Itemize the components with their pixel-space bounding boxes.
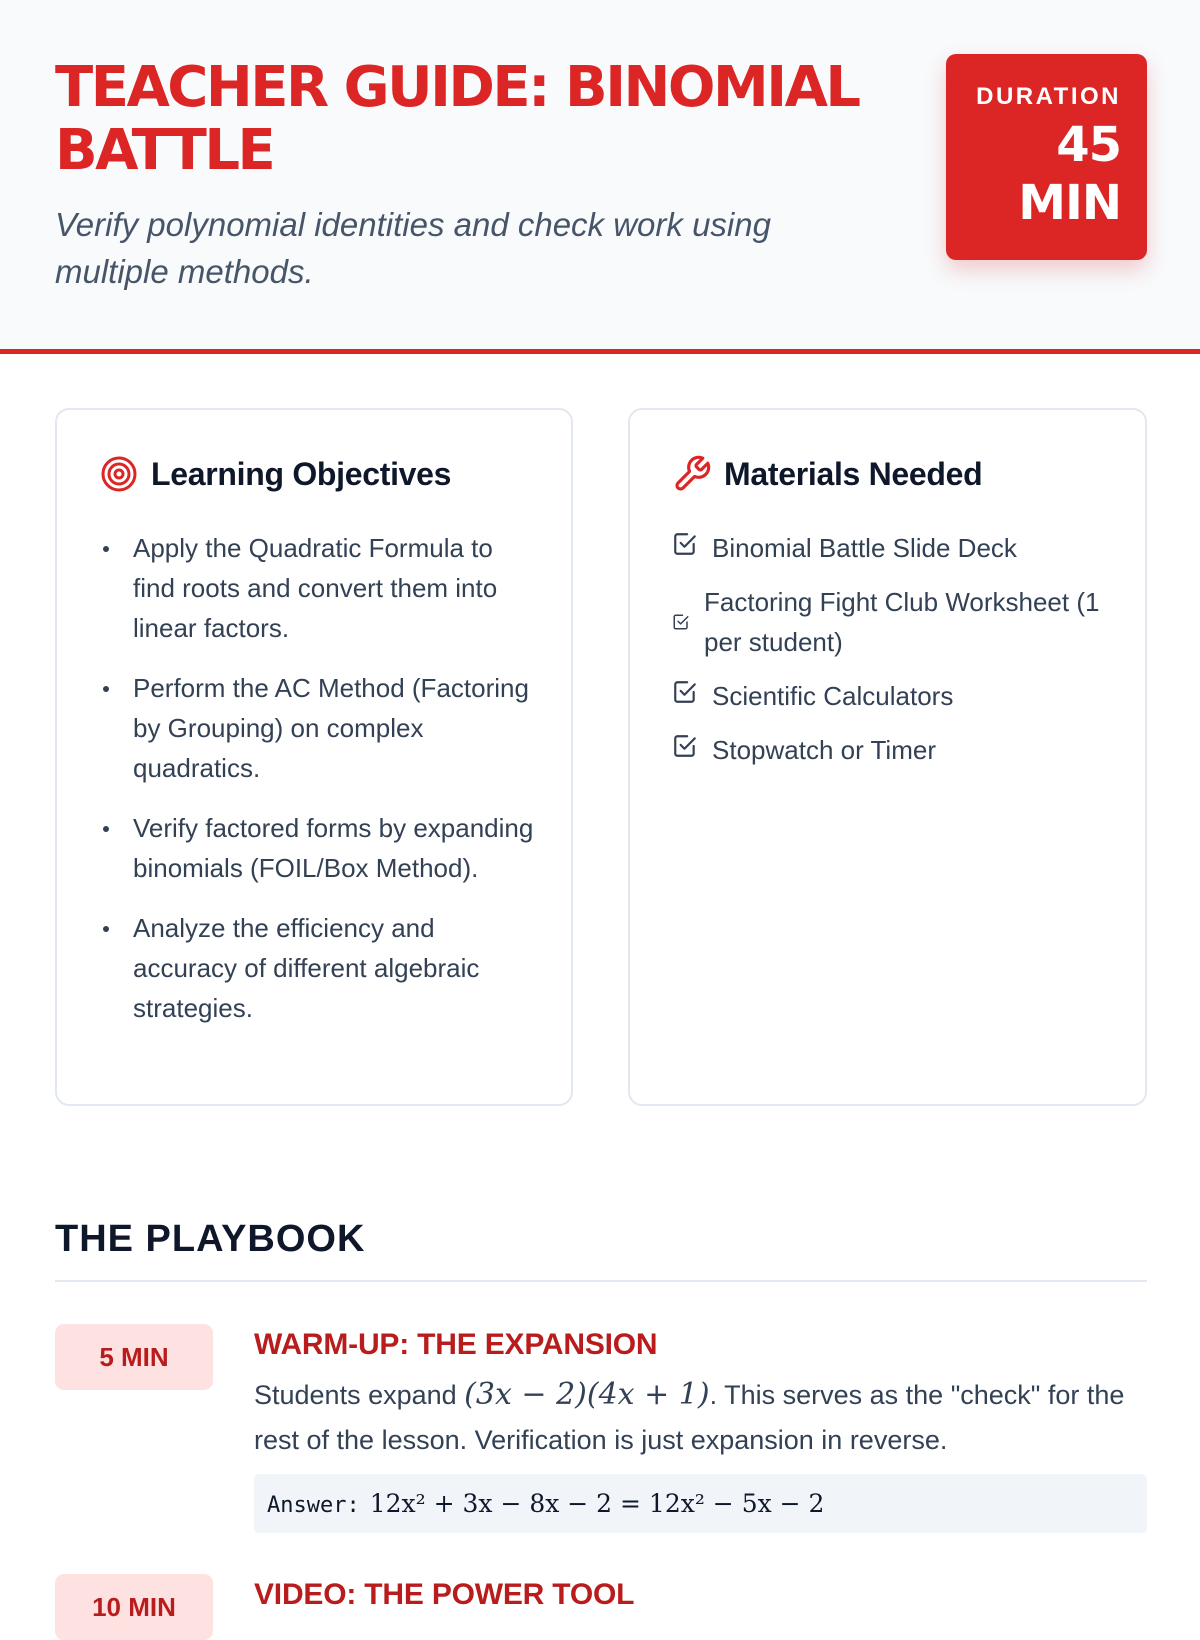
material-label: Scientific Calculators [712,681,954,711]
playbook-divider [55,1280,1147,1282]
page-subtitle: Verify polynomial identities and check work using multiple methods. [55,206,771,290]
materials-list [672,528,1122,784]
materials-title: Materials Needed [724,455,983,492]
learning-objectives-title: Learning Objectives [151,455,452,492]
objectives-list [101,528,541,1048]
material-item [672,582,1122,662]
material-item [672,528,1122,568]
duration-label: DURATION [976,83,1121,110]
target-icon [99,454,139,494]
step-description-math: (3x − 2)(4x + 1) [464,1377,710,1412]
objective-item: Apply the Quadratic Formula to find roots and convert them into linear factors. [101,528,541,648]
checkbox-icon [672,528,698,568]
materials-card [628,408,1147,1106]
answer-label: Answer: [267,1493,360,1518]
checkbox-icon [672,602,690,642]
materials-header [672,454,982,494]
step-title: VIDEO: THE POWER TOOL [254,1578,635,1611]
material-label: Stopwatch or Timer [712,735,936,765]
step-description-text: . This serves as the "check" for the rest of the lesson. Verification is just expansion in reverse. [254,1380,1125,1455]
material-item [672,676,1122,716]
step-title: WARM-UP: THE EXPANSION [254,1328,658,1361]
learning-objectives-card [55,408,573,1106]
material-item [672,730,1122,770]
checkbox-icon [672,730,698,770]
duration-value: 45 MIN [1018,117,1121,231]
checkbox-icon [672,676,698,716]
objective-item: Verify factored forms by expanding binomials (FOIL/Box Method). [101,808,541,888]
step-duration-badge: 5 MIN [55,1324,213,1390]
answer-math: 12x² + 3x − 8x − 2 = 12x² − 5x − 2 [369,1489,825,1518]
playbook-title: THE PLAYBOOK [55,1218,366,1260]
learning-objectives-header [99,454,451,494]
material-label: Factoring Fight Club Worksheet (1 per student) [704,587,1100,657]
step-description-text: Students expand [254,1380,465,1410]
material-label: Binomial Battle Slide Deck [712,533,1017,563]
step-description [254,1372,1134,1463]
page-title: TEACHER GUIDE: BINOMIAL BATTLE [55,55,859,183]
step-duration-badge: 10 MIN [55,1574,213,1640]
duration-badge [946,54,1147,260]
answer-box [254,1474,1147,1533]
objective-item: Perform the AC Method (Factoring by Grouping) on complex quadratics. [101,668,541,788]
objective-item: Analyze the efficiency and accuracy of different algebraic strategies. [101,908,541,1028]
wrench-icon [672,454,712,494]
page-header [0,0,1200,354]
